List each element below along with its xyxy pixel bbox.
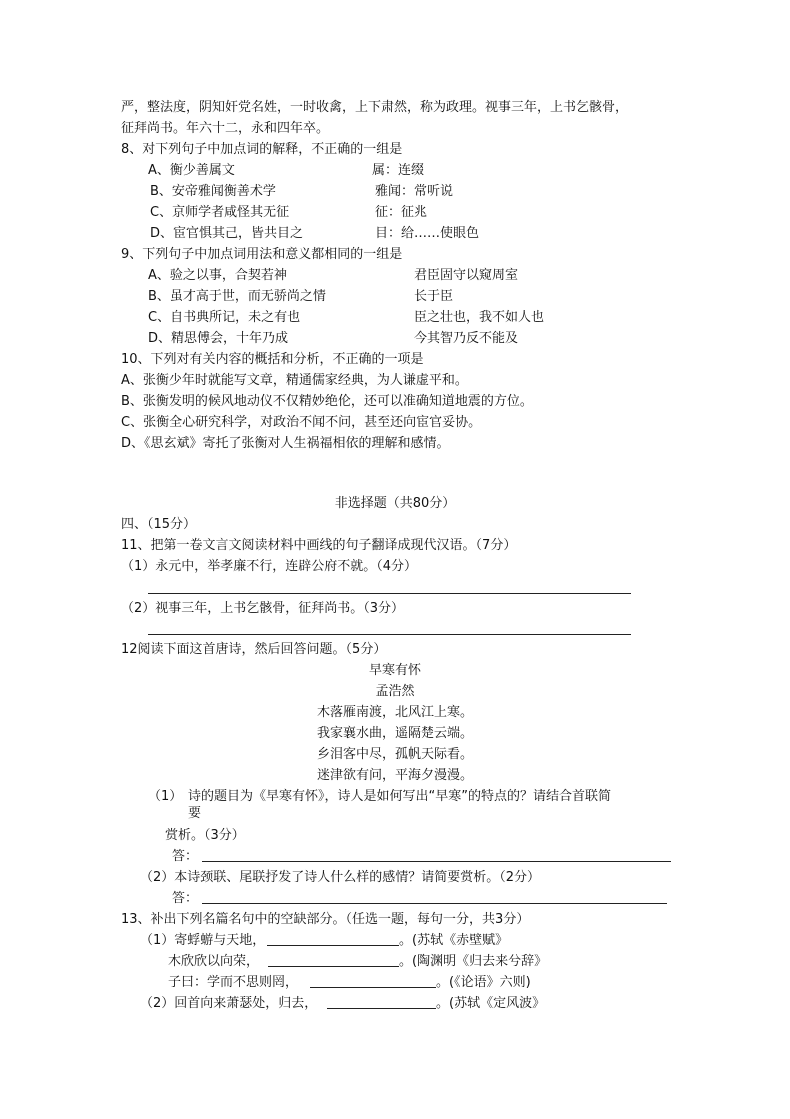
q8-option-c: C、京师学者咸怪其无征 [150,205,290,220]
q8-option-b-gloss: 雅闻：常听说 [375,184,454,199]
q13-g1-a-source: 。(苏轼《赤壁赋》 [399,933,509,948]
q12-sub1-text: 诗的题目为《早寒有怀》，诗人是如何写出“早寒”的特点的？请结合首联简 [188,789,611,804]
q8-option-a: A、衡少善属文 [148,163,235,178]
passage-end-line-1: 严，整法度，阴知奸党名姓，一时收禽，上下肃然，称为政理。视事三年，上书乞骸骨， [121,100,629,115]
q12-sub1-answer-line[interactable] [202,861,671,862]
q11-sub1-answer-line[interactable] [148,593,631,594]
q8-option-d: D、宦官惧其己，皆共目之 [150,226,304,241]
q12-sub2: （2）本诗颈联、尾联抒发了诗人什么样的感情？请简要赏析。（2分） [140,870,541,885]
q13-g1-a-blank[interactable] [267,945,399,946]
q13-g1-c-source: 。(《论语》六则) [436,975,531,990]
passage-end-line-2: 征拜尚书。年六十二，永和四年卒。 [121,121,330,136]
q9-option-b-compare: 长于臣 [414,289,454,304]
q8-option-b: B、安帝雅闻衡善术学 [150,184,276,199]
q10-option-d: D、《思玄斌》寄托了张衡对人生祸福相依的理解和感情。 [121,436,450,451]
poem-line-2: 我家襄水曲，遥隔楚云端。 [316,726,473,741]
poem-title: 早寒有怀 [368,663,421,678]
q9-option-d-compare: 今其智乃反不能及 [414,331,519,346]
q9-option-a: A、验之以事，合契若神 [148,268,287,283]
q10-stem: 10、下列对有关内容的概括和分析，不正确的一项是 [121,352,424,367]
poem-line-4: 迷津欲有问，平海夕漫漫。 [316,768,473,783]
section-title: 非选择题（共80分） [334,496,456,511]
q12-sub1-cont2: 赏析。（3分） [165,828,245,843]
q13-g1-a-prefix: （1）寄蜉蝣与天地， [140,933,266,948]
q9-stem: 9、下列句子中加点词用法和意义都相同的一组是 [121,247,403,262]
q10-option-c: C、张衡全心研究科学，对政治不闻不问，甚至还向宦官妥协。 [121,415,482,430]
q13-g1-b-prefix: 木欣欣以向荣， [168,954,260,969]
q13-g2-a-source: 。(苏轼《定风波》 [436,996,546,1011]
poem-author: 孟浩然 [375,684,415,699]
q13-g1-b-source: 。(陶渊明《归去来兮辞》 [399,954,548,969]
q13-g2-a-blank[interactable] [327,1008,436,1009]
q8-option-c-gloss: 征：征兆 [375,205,428,220]
q11-sub1: （1）永元中，举孝廉不行，连辟公府不就。（4分） [121,559,418,574]
q8-option-a-gloss: 属：连缀 [372,163,425,178]
q13-g1-c-prefix: 子曰：学而不思则罔， [168,975,299,990]
q12-stem: 12阅读下面这首唐诗，然后回答问题。（5分） [121,642,387,657]
q12-sub2-answer-label: 答： [172,891,199,906]
q12-sub1-cont: 要 [188,806,202,821]
q13-stem: 13、补出下列名篇名句中的空缺部分。（任选一题，每句一分，共3分） [121,912,530,927]
q13-g1-b-blank[interactable] [268,966,399,967]
q8-stem: 8、对下列句子中加点词的解释，不正确的一组是 [121,142,403,157]
q9-option-d: D、精思傅会，十年乃成 [148,331,289,346]
q9-option-a-compare: 君臣固守以窥周室 [414,268,519,283]
poem-line-3: 乡泪客中尽，孤帆天际看。 [316,747,473,762]
q11-sub2: （2）视事三年，上书乞骸骨，征拜尚书。（3分） [121,601,405,616]
q13-g2-a-prefix: （2）回首向来萧瑟处，归去， [140,996,318,1011]
q9-option-c: C、自书典所记，未之有也 [148,310,301,325]
q8-option-d-gloss: 目：给……使眼色 [375,226,480,241]
part-four-heading: 四、（15分） [121,517,197,532]
q13-g1-c-blank[interactable] [310,987,436,988]
q12-sub1-number: （1） [148,789,183,804]
q9-option-b: B、虽才高于世，而无骄尚之情 [148,289,326,304]
q12-sub1-answer-label: 答： [172,849,199,864]
q12-sub2-answer-line[interactable] [202,903,667,904]
q10-option-b: B、张衡发明的候风地动仪不仅精妙绝伦，还可以准确知道地震的方位。 [121,394,533,409]
poem-line-1: 木落雁南渡，北风江上寒。 [316,705,473,720]
q10-option-a: A、张衡少年时就能写文章，精通儒家经典，为人谦虚平和。 [121,373,468,388]
q9-option-c-compare: 臣之壮也，我不如人也 [414,310,545,325]
q11-stem: 11、把第一卷文言文阅读材料中画线的句子翻译成现代汉语。（7分） [121,538,517,553]
q11-sub2-answer-line[interactable] [148,634,631,635]
